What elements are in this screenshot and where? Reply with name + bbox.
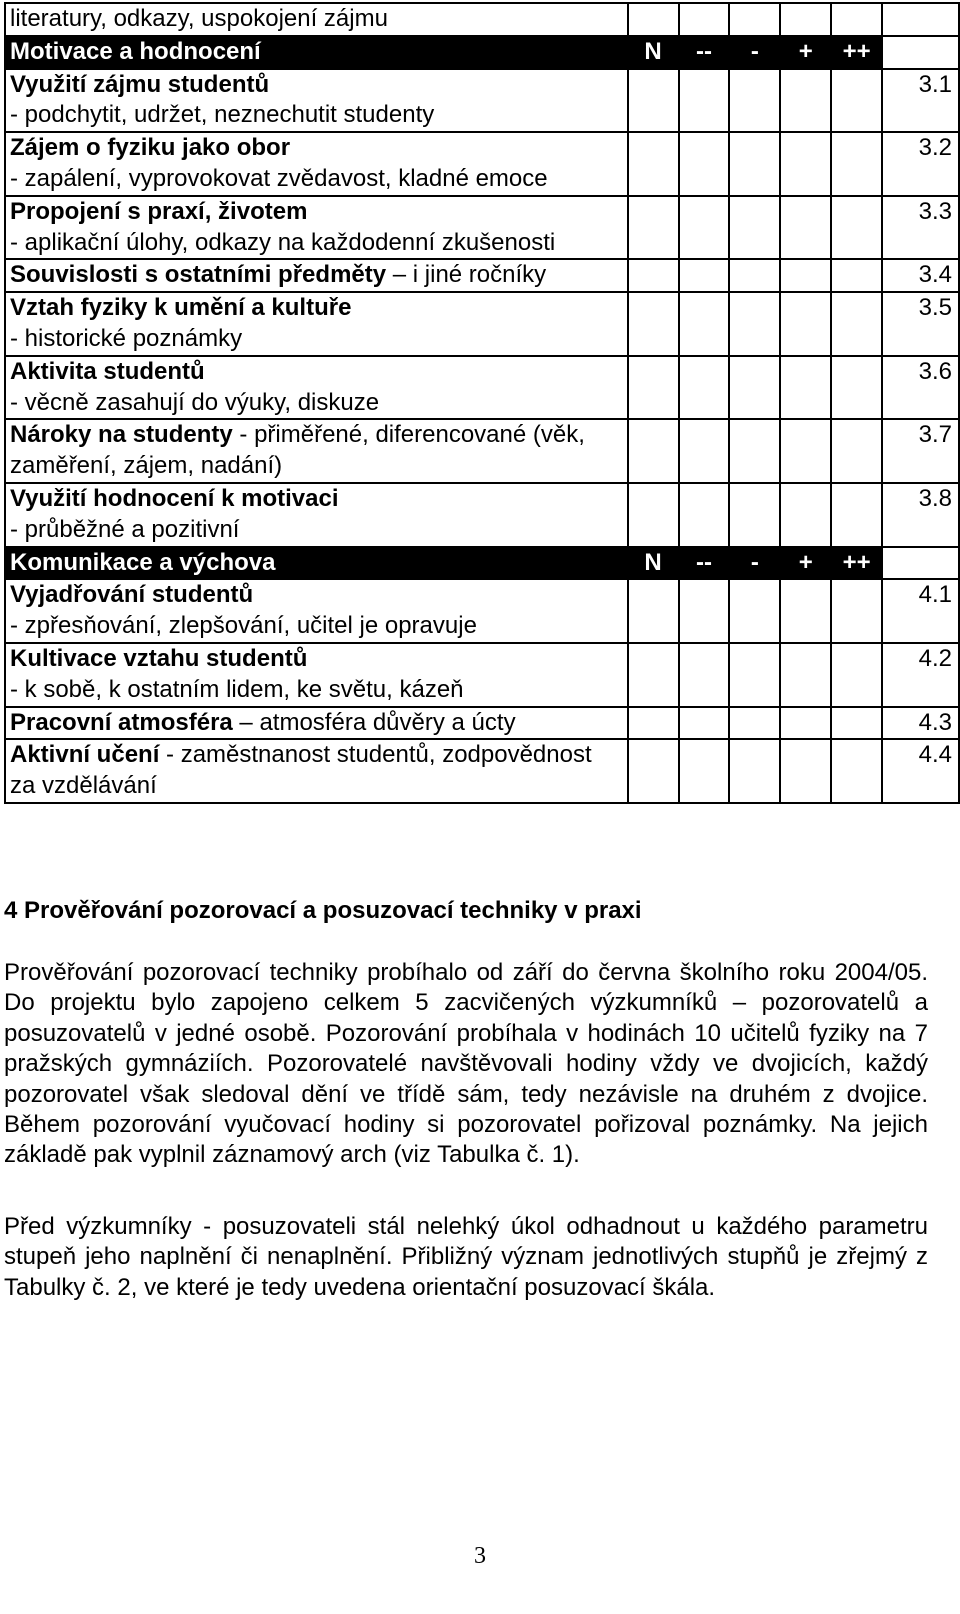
rating-cell[interactable] bbox=[780, 132, 831, 196]
rating-cell[interactable] bbox=[679, 579, 730, 643]
rating-cell[interactable] bbox=[831, 419, 882, 483]
row-subtitle: - aplikační úlohy, odkazy na každodenní zkušenosti bbox=[10, 228, 556, 256]
rating-cell[interactable] bbox=[831, 356, 882, 420]
row-title: Aktivní učení bbox=[10, 741, 160, 769]
rating-cell[interactable] bbox=[729, 69, 780, 133]
section-header bbox=[5, 547, 959, 580]
rating-cell[interactable] bbox=[729, 356, 780, 420]
rating-cell[interactable] bbox=[780, 292, 831, 356]
row-description bbox=[5, 3, 628, 36]
rating-cell[interactable] bbox=[679, 132, 730, 196]
rating-cell[interactable] bbox=[729, 419, 780, 483]
rating-cell[interactable] bbox=[729, 707, 780, 740]
rating-cell[interactable] bbox=[679, 707, 730, 740]
rating-cell[interactable] bbox=[628, 579, 679, 643]
rating-cell[interactable] bbox=[679, 196, 730, 260]
page-number: 3 bbox=[474, 1543, 486, 1569]
row-description bbox=[5, 419, 628, 483]
row-title: Souvislosti s ostatními předměty bbox=[10, 261, 387, 289]
rating-cell[interactable] bbox=[628, 419, 679, 483]
section-number-blank bbox=[882, 36, 959, 69]
rating-cell[interactable] bbox=[628, 707, 679, 740]
rating-header: ++ bbox=[831, 547, 882, 580]
row-title: Aktivita studentů bbox=[10, 357, 205, 385]
table-row bbox=[5, 579, 959, 643]
rating-cell[interactable] bbox=[679, 259, 730, 292]
rating-cell[interactable] bbox=[628, 69, 679, 133]
rating-header: + bbox=[780, 36, 831, 69]
rating-cell[interactable] bbox=[679, 3, 730, 36]
rating-cell[interactable] bbox=[628, 132, 679, 196]
rating-cell[interactable] bbox=[780, 3, 831, 36]
row-title: Využití hodnocení k motivaci bbox=[10, 484, 339, 512]
rating-cell[interactable] bbox=[780, 419, 831, 483]
row-title: Propojení s praxí, životem bbox=[10, 197, 308, 225]
rating-cell[interactable] bbox=[831, 739, 882, 803]
rating-cell[interactable] bbox=[729, 579, 780, 643]
row-title-suffix: – i jiné ročníky bbox=[386, 261, 547, 289]
row-description bbox=[5, 483, 628, 547]
row-subtitle: - podchytit, udržet, neznechutit studenty bbox=[10, 101, 435, 129]
row-number: 4.3 bbox=[882, 707, 959, 740]
row-title-suffix: – atmosféra důvěry a úcty bbox=[232, 708, 516, 736]
row-subtitle: - věcně zasahují do výuky, diskuze bbox=[10, 388, 380, 416]
row-description bbox=[5, 196, 628, 260]
rating-header: - bbox=[729, 36, 780, 69]
table-row bbox=[5, 69, 959, 133]
rating-cell[interactable] bbox=[628, 292, 679, 356]
rating-cell[interactable] bbox=[831, 132, 882, 196]
section-heading: 4 Prověřování pozorovací a posuzovací techniky v praxi bbox=[4, 897, 642, 924]
section-title: Komunikace a výchova bbox=[5, 547, 628, 580]
rating-cell[interactable] bbox=[780, 739, 831, 803]
table-row bbox=[5, 643, 959, 707]
rating-cell[interactable] bbox=[780, 196, 831, 260]
rating-cell[interactable] bbox=[679, 739, 730, 803]
row-title: Nároky na studenty bbox=[10, 421, 233, 449]
row-title-suffix: - přiměřené, diferencované (věk, zaměření, zájem, nadání) bbox=[10, 421, 585, 480]
section-title: Motivace a hodnocení bbox=[5, 36, 628, 69]
rating-cell[interactable] bbox=[628, 259, 679, 292]
row-number: 3.4 bbox=[882, 259, 959, 292]
rating-header: + bbox=[780, 547, 831, 580]
evaluation-table bbox=[4, 2, 960, 804]
table-row bbox=[5, 419, 959, 483]
rating-cell[interactable] bbox=[628, 3, 679, 36]
rating-cell[interactable] bbox=[831, 292, 882, 356]
table-row bbox=[5, 483, 959, 547]
row-description bbox=[5, 292, 628, 356]
rating-cell[interactable] bbox=[729, 132, 780, 196]
table-row bbox=[5, 196, 959, 260]
row-number: 3.7 bbox=[882, 419, 959, 483]
rating-cell[interactable] bbox=[679, 356, 730, 420]
rating-cell[interactable] bbox=[831, 707, 882, 740]
row-title: Využití zájmu studentů bbox=[10, 70, 270, 98]
rating-cell[interactable] bbox=[729, 643, 780, 707]
rating-cell[interactable] bbox=[679, 69, 730, 133]
row-subtitle: - průběžné a pozitivní bbox=[10, 515, 240, 543]
paragraph-2: Před výzkumníky - posuzovateli stál nelehký úkol odhadnout u každého parametru stupeň jeho naplnění či nenaplnění. Přibližný význam jednotlivých stupňů je zřejmý z Tabulky č. 2, ve které je tedy uvedena orientační posuzovací škála. bbox=[4, 1213, 928, 1301]
rating-cell[interactable] bbox=[628, 196, 679, 260]
rating-cell[interactable] bbox=[780, 483, 831, 547]
row-description bbox=[5, 739, 628, 803]
rating-cell[interactable] bbox=[780, 707, 831, 740]
rating-cell[interactable] bbox=[729, 483, 780, 547]
rating-cell[interactable] bbox=[831, 3, 882, 36]
paragraph-1: Prověřování pozorovací techniky probíhalo od září do června školního roku 2004/05. Do projektu bylo zapojeno celkem 5 zacvičených výzkumníků – pozorovatelů a posuzovatelů v jedné osobě. Pozorování probíhala v hodinách 10 učitelů fyziky na 7 pražských gymnáziích. Pozorovatelé navštěvovali hodiny vždy ve dvojicích, každý pozorovatel však sledoval dění ve třídě sám, tedy nezávisle na druhém z dvojice. Během pozorování vyučovací hodiny si pozorovatel pořizoval poznámky. Na jejich základě pak vyplnil záznamový arch (viz Tabulka č. 1). bbox=[4, 959, 928, 1169]
rating-cell[interactable] bbox=[831, 483, 882, 547]
rating-cell[interactable] bbox=[780, 69, 831, 133]
row-number: 4.2 bbox=[882, 643, 959, 707]
rating-cell[interactable] bbox=[679, 292, 730, 356]
table-row bbox=[5, 132, 959, 196]
table-row bbox=[5, 356, 959, 420]
section-number-blank bbox=[882, 547, 959, 580]
table-row bbox=[5, 292, 959, 356]
row-number: 4.4 bbox=[882, 739, 959, 803]
row-subtitle: - zapálení, vyprovokovat zvědavost, kladné emoce bbox=[10, 164, 548, 192]
row-number: 3.1 bbox=[882, 69, 959, 133]
rating-cell[interactable] bbox=[780, 579, 831, 643]
section-header bbox=[5, 36, 959, 69]
row-number: 3.8 bbox=[882, 483, 959, 547]
table-row bbox=[5, 707, 959, 740]
rating-cell[interactable] bbox=[831, 643, 882, 707]
rating-header: - bbox=[729, 547, 780, 580]
rating-cell[interactable] bbox=[780, 356, 831, 420]
row-title: Kultivace vztahu studentů bbox=[10, 644, 308, 672]
row-subtitle: - k sobě, k ostatním lidem, ke světu, kázeň bbox=[10, 675, 464, 703]
rating-header: ++ bbox=[831, 36, 882, 69]
rating-cell[interactable] bbox=[628, 739, 679, 803]
rating-cell[interactable] bbox=[780, 643, 831, 707]
table-row bbox=[5, 739, 959, 803]
rating-cell[interactable] bbox=[831, 196, 882, 260]
row-number: 3.6 bbox=[882, 356, 959, 420]
row-description bbox=[5, 579, 628, 643]
row-number: 4.1 bbox=[882, 579, 959, 643]
rating-cell[interactable] bbox=[628, 483, 679, 547]
row-title: Pracovní atmosféra bbox=[10, 708, 233, 736]
rating-cell[interactable] bbox=[679, 419, 730, 483]
row-description bbox=[5, 356, 628, 420]
row-subtitle: - historické poznámky bbox=[10, 324, 243, 352]
rating-cell[interactable] bbox=[831, 259, 882, 292]
rating-cell[interactable] bbox=[729, 259, 780, 292]
rating-cell[interactable] bbox=[679, 483, 730, 547]
row-description bbox=[5, 132, 628, 196]
rating-cell[interactable] bbox=[628, 643, 679, 707]
rating-cell[interactable] bbox=[831, 579, 882, 643]
rating-cell[interactable] bbox=[729, 739, 780, 803]
rating-header: -- bbox=[679, 36, 730, 69]
rating-header: N bbox=[628, 547, 679, 580]
rating-cell[interactable] bbox=[628, 356, 679, 420]
row-description bbox=[5, 69, 628, 133]
row-number: 3.2 bbox=[882, 132, 959, 196]
table-row bbox=[5, 3, 959, 36]
row-description bbox=[5, 707, 628, 740]
rating-cell[interactable] bbox=[729, 292, 780, 356]
rating-cell[interactable] bbox=[831, 69, 882, 133]
rating-cell[interactable] bbox=[780, 259, 831, 292]
row-text: literatury, odkazy, uspokojení zájmu bbox=[10, 5, 388, 32]
rating-cell[interactable] bbox=[729, 196, 780, 260]
rating-cell[interactable] bbox=[679, 643, 730, 707]
row-description bbox=[5, 259, 628, 292]
row-description bbox=[5, 643, 628, 707]
row-title: Zájem o fyziku jako obor bbox=[10, 134, 291, 162]
rating-header: -- bbox=[679, 547, 730, 580]
row-title: Vztah fyziky k umění a kultuře bbox=[10, 294, 352, 322]
row-number bbox=[882, 3, 959, 36]
row-number: 3.3 bbox=[882, 196, 959, 260]
rating-cell[interactable] bbox=[729, 3, 780, 36]
rating-header: N bbox=[628, 36, 679, 69]
row-title-suffix: - zaměstnanost studentů, zodpovědnost za vzdělávání bbox=[10, 741, 592, 800]
table-row bbox=[5, 259, 959, 292]
row-subtitle: - zpřesňování, zlepšování, učitel je opravuje bbox=[10, 612, 477, 640]
row-title: Vyjadřování studentů bbox=[10, 581, 254, 609]
row-number: 3.5 bbox=[882, 292, 959, 356]
